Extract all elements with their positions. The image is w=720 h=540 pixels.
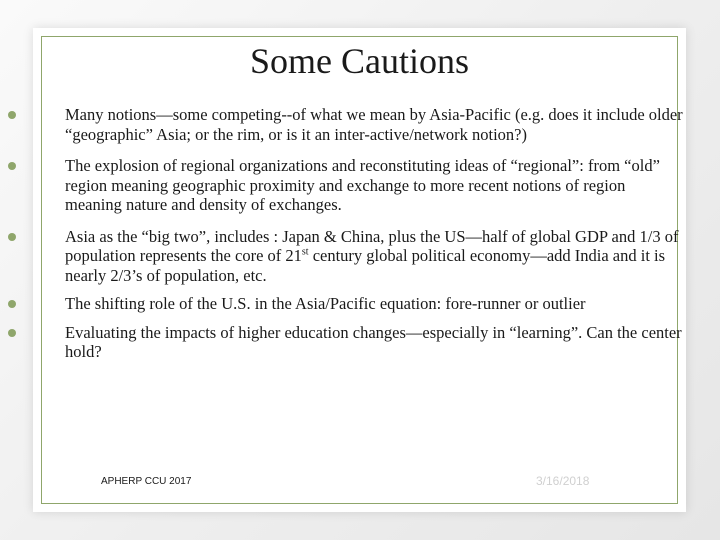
bullet-item	[8, 227, 683, 286]
bullet-text: The explosion of regional organizations and reconstituting ideas of “regional”: from “old” region meaning geographic proximity and exchange to more recent notions of region meaning nature and density of exchanges.	[65, 156, 660, 214]
bullet-dot-icon	[8, 233, 16, 241]
superscript-ordinal: st	[301, 246, 309, 258]
bullet-dot-icon	[8, 329, 16, 337]
bullet-item	[8, 156, 683, 215]
bullet-text: The shifting role of the U.S. in the Asia/Pacific equation: fore-runner or outlier	[65, 294, 586, 313]
bullet-item	[8, 105, 683, 144]
footer-date: 3/16/2018	[536, 474, 590, 488]
bullet-item	[8, 294, 683, 314]
bullet-text-part: century global political economy—add India and it is nearly 2/3’s of population, etc.	[65, 246, 666, 285]
bullet-item	[8, 323, 683, 362]
bullet-list	[8, 105, 683, 362]
bullet-text-part: Asia as the “big two”, includes : Japan & China, plus the US—half of global GDP and 1/3 of population represents the core of 21	[65, 226, 679, 265]
bullet-dot-icon	[8, 111, 16, 119]
bullet-text: Evaluating the impacts of higher education changes—especially in “learning”. Can the center hold?	[65, 322, 682, 361]
slide-title: Some Cautions	[249, 41, 469, 81]
bullet-text: Many notions—some competing--of what we mean by Asia-Pacific (e.g. does it include older “geographic” Asia; or the rim, or is it an inter-active/network notion?)	[65, 105, 683, 144]
bullet-dot-icon	[8, 300, 16, 308]
bullet-dot-icon	[8, 162, 16, 170]
footer-label: APHERP CCU 2017	[101, 476, 192, 487]
